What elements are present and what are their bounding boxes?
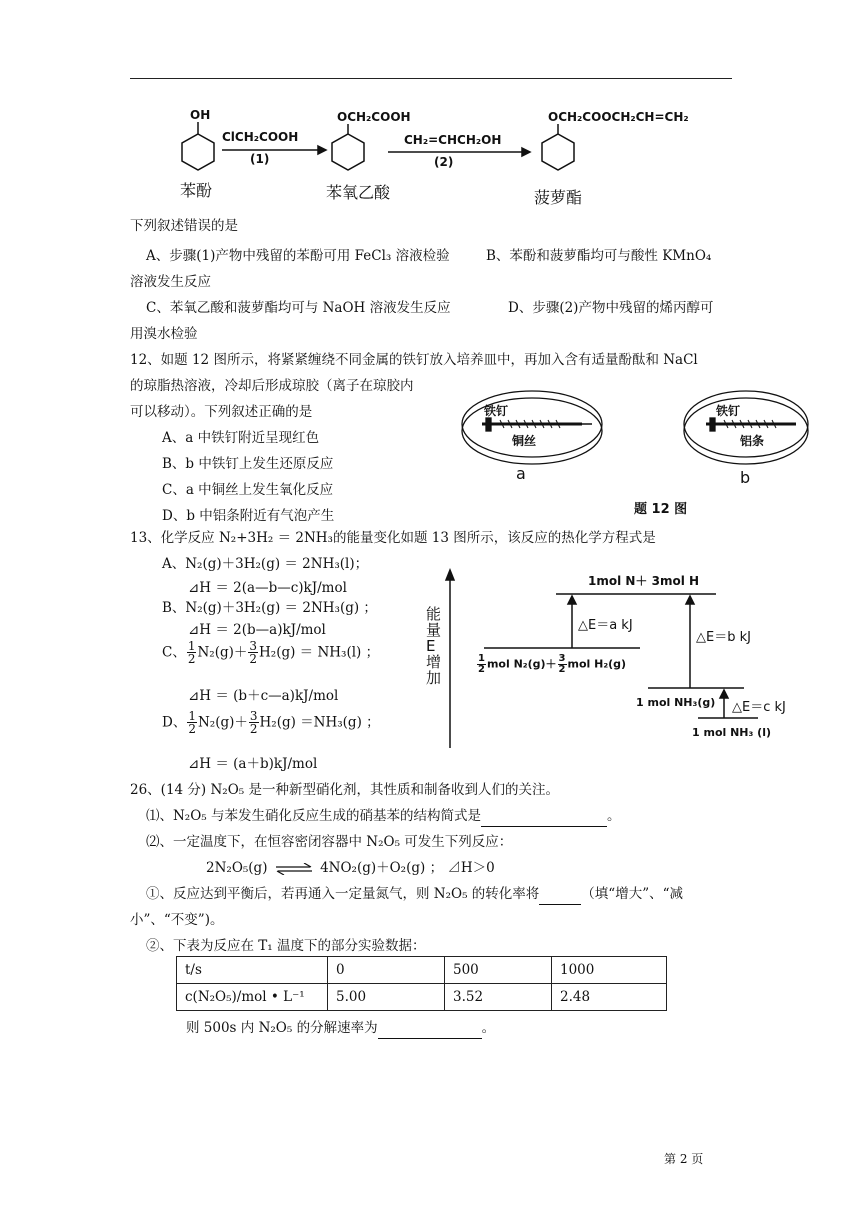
arrow-c-head (720, 690, 728, 698)
q11-stem: 下列叙述错误的是 (130, 218, 238, 234)
table-row (177, 957, 667, 984)
fraction-denominator: 2 (478, 664, 485, 675)
fraction-numerator: 1 (187, 639, 196, 653)
fraction-denominator: 2 (249, 722, 258, 736)
q11-option-c: C、苯氧乙酸和菠萝酯均可与 NaOH 溶液发生反应 (146, 300, 451, 316)
reaction-reactant: 2N₂O₅(g) (206, 860, 268, 876)
nh3-liquid-label: 1 mol NH₃ (l) (692, 726, 771, 739)
equilibrium-arrow-icon (274, 863, 314, 875)
fraction-three-halves (249, 710, 259, 735)
fig12-nail-a: 铁钉 (484, 404, 509, 418)
arrow-a-head (568, 596, 576, 604)
q26-sub1-line1 (146, 884, 683, 905)
ester-substituent: OCH₂COOCH₂CH=CH₂ (548, 110, 689, 124)
q12-option-b: B、b 中铁钉上发生还原反应 (162, 456, 334, 472)
q26-rate (186, 1018, 495, 1039)
q12-option-a: A、a 中铁钉附近呈现红色 (162, 430, 320, 446)
step2-reagent: CH₂=CHCH₂OH (404, 133, 502, 147)
q12-option-d: D、b 中铝条附近有气泡产生 (162, 508, 335, 524)
q13-stem: 13、化学反应 N₂+3H₂ ＝ 2NH₃的能量变化如题 13 图所示，该反应的热化学方程式是 (130, 530, 656, 546)
fraction-three-halves (558, 654, 567, 675)
nh3-gas-label: 1 mol NH₃(g) (636, 696, 716, 709)
q11-option-b-line2: 溶液发生反应 (130, 274, 211, 290)
n2-term: N₂(g)＋ (197, 714, 248, 731)
diagram-top-level-label: 1mol N＋ 3mol H (588, 574, 700, 588)
n2-term: N₂(g)＋ (197, 644, 248, 661)
q11-option-d-line2: 用溴水检验 (130, 326, 198, 342)
q12-stem-line3: 可以移动）。下列叙述正确的是 (130, 404, 313, 420)
q13-option-d-rest: H₂(g) ＝NH₃(g) ； (259, 714, 380, 731)
diagram-reactant-label (476, 654, 626, 675)
phenol-oh: OH (190, 108, 211, 122)
fraction-numerator: 1 (188, 709, 196, 723)
page-number: 第 2 页 (664, 1152, 704, 1166)
q26-rate-text: 则 500s 内 N₂O₅ 的分解速率为 (186, 1020, 378, 1036)
q26-part1-end: 。 (607, 808, 621, 824)
q12-figure (460, 384, 830, 514)
reaction-products: 4NO₂(g)＋O₂(g) ； ⊿H＞0 (320, 860, 495, 876)
table-cell: t/s (177, 957, 328, 984)
q26-sub1-end: （填“增大”、“减 (581, 886, 684, 902)
q12-option-c: C、a 中铜丝上发生氧化反应 (162, 482, 334, 498)
fraction-denominator: 2 (187, 652, 196, 666)
delta-e-b-label: △E＝b kJ (696, 630, 751, 645)
fig12-caption: 题 12 图 (634, 502, 688, 517)
table-row (177, 984, 667, 1011)
fraction-numerator: 1 (478, 653, 485, 664)
answer-blank[interactable] (378, 1018, 482, 1039)
answer-blank[interactable] (481, 806, 607, 827)
q11-option-b-line1: B、苯酚和菠萝酯均可与酸性 KMnO₄ (486, 248, 712, 264)
q11-option-a: A、步骤(1)产物中残留的苯酚可用 FeCl₃ 溶液检验 (146, 248, 450, 264)
q26-part2: ⑵、一定温度下，在恒容密闭容器中 N₂O₅ 可发生下列反应： (146, 834, 513, 850)
q13-option-c (162, 640, 379, 665)
ester-structure (542, 124, 574, 170)
energy-axis-arrowhead (446, 570, 454, 580)
q26-reaction (206, 858, 495, 878)
fig12-wire-a: 铜丝 (512, 434, 537, 448)
q26-rate-end: 。 (481, 1020, 496, 1036)
fraction-denominator: 2 (558, 664, 566, 675)
fraction-half (187, 710, 197, 735)
phenol-name: 苯酚 (180, 181, 213, 200)
table-cell: c(N₂O₅)/mol • L⁻¹ (177, 984, 328, 1011)
fraction-denominator: 2 (249, 652, 258, 666)
reactant-h2: mol H₂(g) (567, 657, 627, 671)
q12-stem-line2: 的琼脂热溶液，冷却后形成琼胶（离子在琼胶内 (130, 378, 414, 394)
data-table (176, 956, 667, 1011)
acid-substituent: OCH₂COOH (337, 110, 411, 124)
q26-sub2: ②、下表为反应在 T₁ 温度下的部分实验数据： (146, 938, 426, 954)
q26-sub1-line2: 小”、“不变”)。 (130, 912, 224, 928)
table-cell: 2.48 (552, 984, 667, 1011)
q13-option-c-dh: ⊿H ＝ (b＋c—a)kJ/mol (188, 688, 339, 704)
table-cell: 0 (328, 957, 445, 984)
fraction-half (187, 640, 197, 665)
fraction-numerator: 3 (249, 709, 258, 723)
q26-part1 (146, 806, 621, 827)
fraction-numerator: 3 (558, 653, 566, 664)
q26-stem: 26、(14 分) N₂O₅ 是一种新型硝化剂，其性质和制备收到人们的关注。 (130, 782, 559, 798)
answer-blank[interactable] (539, 884, 581, 905)
arrow-1 (222, 146, 326, 154)
phenol-structure (182, 122, 214, 170)
q11-option-d-line1: D、步骤(2)产物中残留的烯丙醇可 (508, 300, 714, 316)
header-rule (130, 78, 732, 79)
ester-name: 菠萝酯 (534, 188, 583, 207)
q13-option-d (162, 710, 380, 735)
q13-option-b-dh: ⊿H ＝ 2(b—a)kJ/mol (188, 622, 326, 638)
reactant-n2: mol N₂(g)＋ (486, 657, 557, 671)
q13-option-d-dh: ⊿H ＝ (a＋b)kJ/mol (188, 756, 318, 772)
q12-stem-line1: 12、如题 12 图所示，将紧紧缠绕不同金属的铁钉放入培养皿中，再加入含有适量酚酞和 NaCl (130, 352, 698, 368)
fraction-three-halves (248, 640, 258, 665)
petri-dish-a (462, 391, 602, 464)
table-cell: 500 (445, 957, 552, 984)
arrow-2 (388, 148, 530, 156)
q26-sub1-text: ①、反应达到平衡后，若再通入一定量氮气，则 N₂O₅ 的转化率将 (146, 886, 540, 902)
acid-structure (332, 124, 364, 170)
delta-e-c-label: △E＝c kJ (732, 700, 786, 715)
fig12-nail-b: 铁钉 (716, 404, 741, 418)
q13-option-d-prefix: D、 (162, 714, 187, 731)
delta-e-a-label: △E＝a kJ (578, 618, 633, 633)
step1-label: (1) (250, 152, 270, 166)
q13-option-a: A、N₂(g)＋3H₂(g) ＝ 2NH₃(l)； (162, 556, 369, 572)
q13-option-c-rest: H₂(g) ＝ NH₃(l) ； (259, 644, 380, 661)
acid-name: 苯氧乙酸 (326, 183, 391, 202)
petri-dish-b (684, 391, 808, 464)
q26-part1-text: ⑴、N₂O₅ 与苯发生硝化反应生成的硝基苯的结构简式是 (146, 808, 481, 824)
table-cell: 1000 (552, 957, 667, 984)
fraction-numerator: 3 (249, 639, 258, 653)
table-cell: 3.52 (445, 984, 552, 1011)
q13-option-b: B、N₂(g)＋3H₂(g) ＝ 2NH₃(g) ； (162, 600, 377, 616)
arrow-b-head (686, 596, 694, 604)
q13-option-c-prefix: C、 (162, 644, 186, 661)
step1-reagent: ClCH₂COOH (222, 130, 299, 144)
q13-option-a-dh: ⊿H ＝ 2(a—b—c)kJ/mol (188, 580, 347, 596)
energy-axis-label: 能量E增加 (426, 605, 442, 687)
step2-label: (2) (434, 155, 454, 169)
fig12-wire-b: 铝条 (740, 434, 765, 448)
fraction-half (477, 654, 486, 675)
fig12-label-b: b (740, 468, 751, 487)
fig12-label-a: a (516, 464, 526, 483)
table-cell: 5.00 (328, 984, 445, 1011)
fraction-denominator: 2 (188, 722, 196, 736)
